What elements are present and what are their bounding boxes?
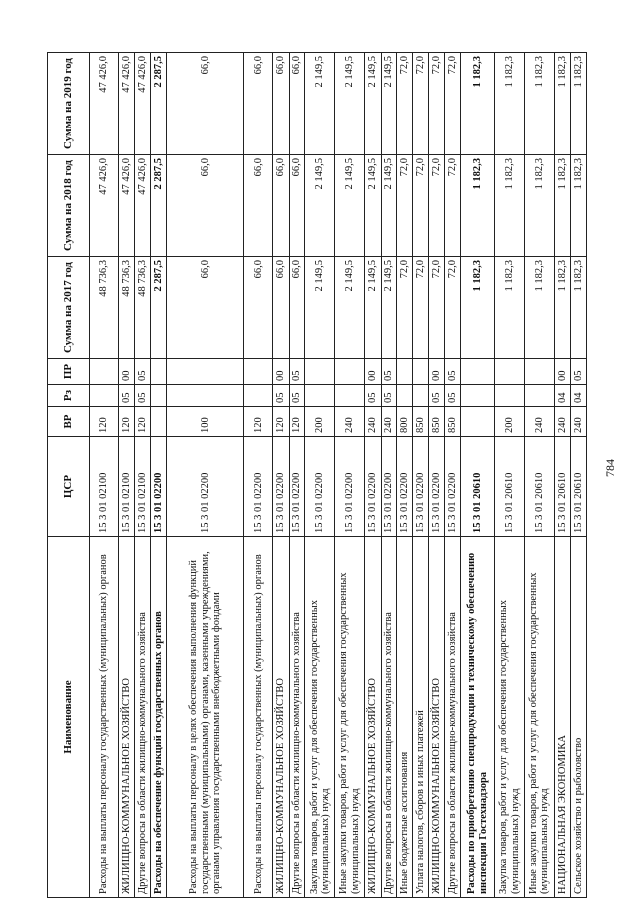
- row-pr: [461, 359, 495, 385]
- row-sum-2017: 1 182,3: [461, 257, 495, 359]
- row-name: ЖИЛИЩНО-КОММУНАЛЬНОЕ ХОЗЯЙСТВО: [119, 537, 135, 898]
- row-vr: 240: [335, 407, 365, 437]
- row-sum-2019: 2 149,5: [381, 53, 397, 155]
- row-pr: [244, 359, 273, 385]
- row-sum-2017: 2 287,5: [151, 257, 167, 359]
- row-pr: 00: [273, 359, 289, 385]
- row-rz: 05: [273, 385, 289, 407]
- row-sum-2017: 2 149,5: [365, 257, 381, 359]
- row-name: ЖИЛИЩНО-КОММУНАЛЬНОЕ ХОЗЯЙСТВО: [429, 537, 445, 898]
- rotated-page: [47, 53, 617, 898]
- row-sum-2019: 66,0: [289, 53, 305, 155]
- row-pr: 05: [289, 359, 305, 385]
- row-csr: 15 3 01 20610: [461, 437, 495, 537]
- row-rz: [524, 385, 554, 407]
- table-row: [289, 53, 305, 898]
- row-pr: [167, 359, 244, 385]
- table-row: [429, 53, 445, 898]
- row-csr: 15 3 01 20610: [554, 437, 570, 537]
- col-header-sum-2019: Сумма на 2019 год: [48, 53, 90, 155]
- row-sum-2018: 1 182,3: [524, 155, 554, 257]
- row-rz: 05: [445, 385, 461, 407]
- table-row: [135, 53, 151, 898]
- row-sum-2019: 47 426,0: [90, 53, 119, 155]
- row-rz: 05: [381, 385, 397, 407]
- row-vr: 240: [554, 407, 570, 437]
- row-sum-2018: 2 149,5: [305, 155, 335, 257]
- row-rz: 04: [554, 385, 570, 407]
- table-row: [554, 53, 570, 898]
- row-vr: 850: [429, 407, 445, 437]
- row-sum-2018: 66,0: [244, 155, 273, 257]
- row-sum-2019: 47 426,0: [135, 53, 151, 155]
- table-row: [335, 53, 365, 898]
- row-vr: 120: [135, 407, 151, 437]
- row-sum-2017: 66,0: [289, 257, 305, 359]
- row-sum-2017: 72,0: [397, 257, 413, 359]
- row-sum-2018: 1 182,3: [461, 155, 495, 257]
- row-sum-2018: 2 149,5: [335, 155, 365, 257]
- row-pr: [335, 359, 365, 385]
- row-sum-2017: 66,0: [167, 257, 244, 359]
- table-row: [167, 53, 244, 898]
- col-header-sum-2017: Сумма на 2017 год: [48, 257, 90, 359]
- row-sum-2019: 2 287,5: [151, 53, 167, 155]
- table-row: [495, 53, 525, 898]
- row-name: Расходы на выплаты персоналу в целях обеспечения выполнения функций государственными (муниципальными) органами, казенными учреждениями, органами управления государственными внебюджетными фондами: [167, 537, 244, 898]
- col-header-csr: ЦСР: [48, 437, 90, 537]
- row-csr: 15 3 01 02100: [90, 437, 119, 537]
- row-name: Расходы на обеспечение функций государственных органов: [151, 537, 167, 898]
- row-sum-2018: 1 182,3: [554, 155, 570, 257]
- row-sum-2017: 1 182,3: [524, 257, 554, 359]
- row-csr: 15 3 01 02200: [381, 437, 397, 537]
- row-vr: [151, 407, 167, 437]
- table-row: [151, 53, 167, 898]
- row-vr: 120: [90, 407, 119, 437]
- row-name: Иные закупки товаров, работ и услуг для обеспечения государственных (муниципальных) нужд: [524, 537, 554, 898]
- row-sum-2017: 2 149,5: [381, 257, 397, 359]
- row-name: Расходы на выплаты персоналу государственных (муниципальных) органов: [244, 537, 273, 898]
- row-csr: 15 3 01 02200: [167, 437, 244, 537]
- row-sum-2017: 72,0: [445, 257, 461, 359]
- row-vr: 200: [495, 407, 525, 437]
- row-sum-2019: 1 182,3: [524, 53, 554, 155]
- row-vr: 800: [397, 407, 413, 437]
- row-pr: [495, 359, 525, 385]
- row-sum-2018: 47 426,0: [90, 155, 119, 257]
- row-sum-2017: 66,0: [244, 257, 273, 359]
- row-vr: 200: [305, 407, 335, 437]
- row-pr: 05: [381, 359, 397, 385]
- row-vr: 850: [412, 407, 428, 437]
- row-sum-2018: 66,0: [167, 155, 244, 257]
- table-row: [244, 53, 273, 898]
- row-sum-2019: 2 149,5: [365, 53, 381, 155]
- row-pr: [90, 359, 119, 385]
- row-rz: [495, 385, 525, 407]
- table-row: [571, 53, 587, 898]
- row-sum-2018: 66,0: [289, 155, 305, 257]
- row-name: Иные бюджетные ассигнования: [397, 537, 413, 898]
- table-body: [90, 53, 587, 898]
- row-sum-2017: 72,0: [429, 257, 445, 359]
- row-sum-2017: 48 736,3: [119, 257, 135, 359]
- row-csr: 15 3 01 02200: [305, 437, 335, 537]
- row-sum-2017: 1 182,3: [571, 257, 587, 359]
- row-pr: 05: [445, 359, 461, 385]
- row-name: ЖИЛИЩНО-КОММУНАЛЬНОЕ ХОЗЯЙСТВО: [365, 537, 381, 898]
- row-pr: 00: [365, 359, 381, 385]
- row-csr: 15 3 01 02200: [365, 437, 381, 537]
- row-sum-2019: 47 426,0: [119, 53, 135, 155]
- row-csr: 15 3 01 02200: [397, 437, 413, 537]
- row-name: ЖИЛИЩНО-КОММУНАЛЬНОЕ ХОЗЯЙСТВО: [273, 537, 289, 898]
- row-vr: 120: [273, 407, 289, 437]
- row-sum-2019: 66,0: [167, 53, 244, 155]
- row-csr: 15 3 01 20610: [495, 437, 525, 537]
- row-csr: 15 3 01 02200: [335, 437, 365, 537]
- row-csr: 15 3 01 02200: [151, 437, 167, 537]
- row-sum-2017: 1 182,3: [495, 257, 525, 359]
- table-row: [90, 53, 119, 898]
- row-sum-2019: 72,0: [429, 53, 445, 155]
- row-sum-2018: 2 287,5: [151, 155, 167, 257]
- row-vr: 120: [289, 407, 305, 437]
- row-pr: [524, 359, 554, 385]
- row-vr: 240: [381, 407, 397, 437]
- table-row: [273, 53, 289, 898]
- row-sum-2019: 72,0: [445, 53, 461, 155]
- row-csr: 15 3 01 02200: [412, 437, 428, 537]
- header-row: [48, 53, 90, 898]
- page-number: 784: [603, 459, 617, 477]
- row-sum-2017: 2 149,5: [335, 257, 365, 359]
- row-vr: 120: [119, 407, 135, 437]
- row-name: Расходы по приобретению спецпродукции и техническому обеспечению инспекции Гостехнадзора: [461, 537, 495, 898]
- row-pr: 00: [119, 359, 135, 385]
- row-sum-2019: 66,0: [244, 53, 273, 155]
- row-csr: 15 3 01 02100: [119, 437, 135, 537]
- row-rz: 05: [429, 385, 445, 407]
- row-sum-2019: 72,0: [397, 53, 413, 155]
- row-vr: 120: [244, 407, 273, 437]
- row-sum-2019: 1 182,3: [554, 53, 570, 155]
- row-rz: [90, 385, 119, 407]
- table-row: [461, 53, 495, 898]
- row-sum-2019: 1 182,3: [461, 53, 495, 155]
- row-name: Закупка товаров, работ и услуг для обеспечения государственных (муниципальных) нужд: [305, 537, 335, 898]
- row-sum-2017: 2 149,5: [305, 257, 335, 359]
- row-rz: [151, 385, 167, 407]
- row-sum-2017: 66,0: [273, 257, 289, 359]
- row-vr: 240: [524, 407, 554, 437]
- row-sum-2018: 47 426,0: [135, 155, 151, 257]
- row-rz: [305, 385, 335, 407]
- row-pr: [397, 359, 413, 385]
- row-csr: 15 3 01 02200: [429, 437, 445, 537]
- row-pr: 00: [429, 359, 445, 385]
- col-header-rz: Рз: [48, 385, 90, 407]
- row-sum-2018: 1 182,3: [495, 155, 525, 257]
- row-csr: 15 3 01 02200: [289, 437, 305, 537]
- row-rz: [397, 385, 413, 407]
- row-name: Иные закупки товаров, работ и услуг для обеспечения государственных (муниципальных) нужд: [335, 537, 365, 898]
- row-sum-2017: 1 182,3: [554, 257, 570, 359]
- row-sum-2018: 72,0: [445, 155, 461, 257]
- row-sum-2019: 2 149,5: [335, 53, 365, 155]
- row-sum-2018: 2 149,5: [365, 155, 381, 257]
- col-header-vr: ВР: [48, 407, 90, 437]
- table-row: [305, 53, 335, 898]
- table-row: [365, 53, 381, 898]
- table-row: [381, 53, 397, 898]
- row-pr: 00: [554, 359, 570, 385]
- row-name: Уплата налогов, сборов и иных платежей: [412, 537, 428, 898]
- row-sum-2019: 72,0: [412, 53, 428, 155]
- row-name: Расходы на выплаты персоналу государственных (муниципальных) органов: [90, 537, 119, 898]
- row-rz: 05: [119, 385, 135, 407]
- table-row: [445, 53, 461, 898]
- row-sum-2018: 66,0: [273, 155, 289, 257]
- row-csr: 15 3 01 20610: [524, 437, 554, 537]
- row-sum-2019: 2 149,5: [305, 53, 335, 155]
- row-sum-2019: 1 182,3: [571, 53, 587, 155]
- row-pr: 05: [571, 359, 587, 385]
- table-row: [119, 53, 135, 898]
- row-rz: [335, 385, 365, 407]
- row-vr: 850: [445, 407, 461, 437]
- row-rz: 04: [571, 385, 587, 407]
- row-sum-2018: 72,0: [412, 155, 428, 257]
- row-pr: [305, 359, 335, 385]
- table-row: [524, 53, 554, 898]
- row-vr: 100: [167, 407, 244, 437]
- row-csr: 15 3 01 02200: [244, 437, 273, 537]
- row-sum-2018: 72,0: [429, 155, 445, 257]
- row-pr: [412, 359, 428, 385]
- row-sum-2018: 2 149,5: [381, 155, 397, 257]
- row-rz: [412, 385, 428, 407]
- row-vr: [461, 407, 495, 437]
- row-csr: 15 3 01 02200: [273, 437, 289, 537]
- row-csr: 15 3 01 02100: [135, 437, 151, 537]
- row-vr: 240: [571, 407, 587, 437]
- row-sum-2018: 47 426,0: [119, 155, 135, 257]
- row-name: Другие вопросы в области жилищно-коммунального хозяйства: [289, 537, 305, 898]
- row-name: Другие вопросы в области жилищно-коммунального хозяйства: [381, 537, 397, 898]
- row-rz: [167, 385, 244, 407]
- row-csr: 15 3 01 02200: [445, 437, 461, 537]
- col-header-pr: ПР: [48, 359, 90, 385]
- row-sum-2019: 66,0: [273, 53, 289, 155]
- row-rz: 05: [289, 385, 305, 407]
- row-pr: 05: [135, 359, 151, 385]
- row-csr: 15 3 01 20610: [571, 437, 587, 537]
- col-header-name: Наименование: [48, 537, 90, 898]
- row-name: Другие вопросы в области жилищно-коммунального хозяйства: [135, 537, 151, 898]
- table-row: [412, 53, 428, 898]
- row-sum-2019: 1 182,3: [495, 53, 525, 155]
- row-vr: 240: [365, 407, 381, 437]
- row-sum-2017: 48 736,3: [135, 257, 151, 359]
- col-header-sum-2018: Сумма на 2018 год: [48, 155, 90, 257]
- row-pr: [151, 359, 167, 385]
- table-row: [397, 53, 413, 898]
- row-name: Сельское хозяйство и рыболовство: [571, 537, 587, 898]
- row-sum-2017: 72,0: [412, 257, 428, 359]
- row-rz: [244, 385, 273, 407]
- row-name: Закупка товаров, работ и услуг для обеспечения государственных (муниципальных) нужд: [495, 537, 525, 898]
- row-rz: 05: [135, 385, 151, 407]
- row-rz: 05: [365, 385, 381, 407]
- row-sum-2018: 72,0: [397, 155, 413, 257]
- row-rz: [461, 385, 495, 407]
- row-sum-2018: 1 182,3: [571, 155, 587, 257]
- row-name: Другие вопросы в области жилищно-коммунального хозяйства: [445, 537, 461, 898]
- row-name: НАЦИОНАЛЬНАЯ ЭКОНОМИКА: [554, 537, 570, 898]
- row-sum-2017: 48 736,3: [90, 257, 119, 359]
- budget-table: [47, 52, 587, 898]
